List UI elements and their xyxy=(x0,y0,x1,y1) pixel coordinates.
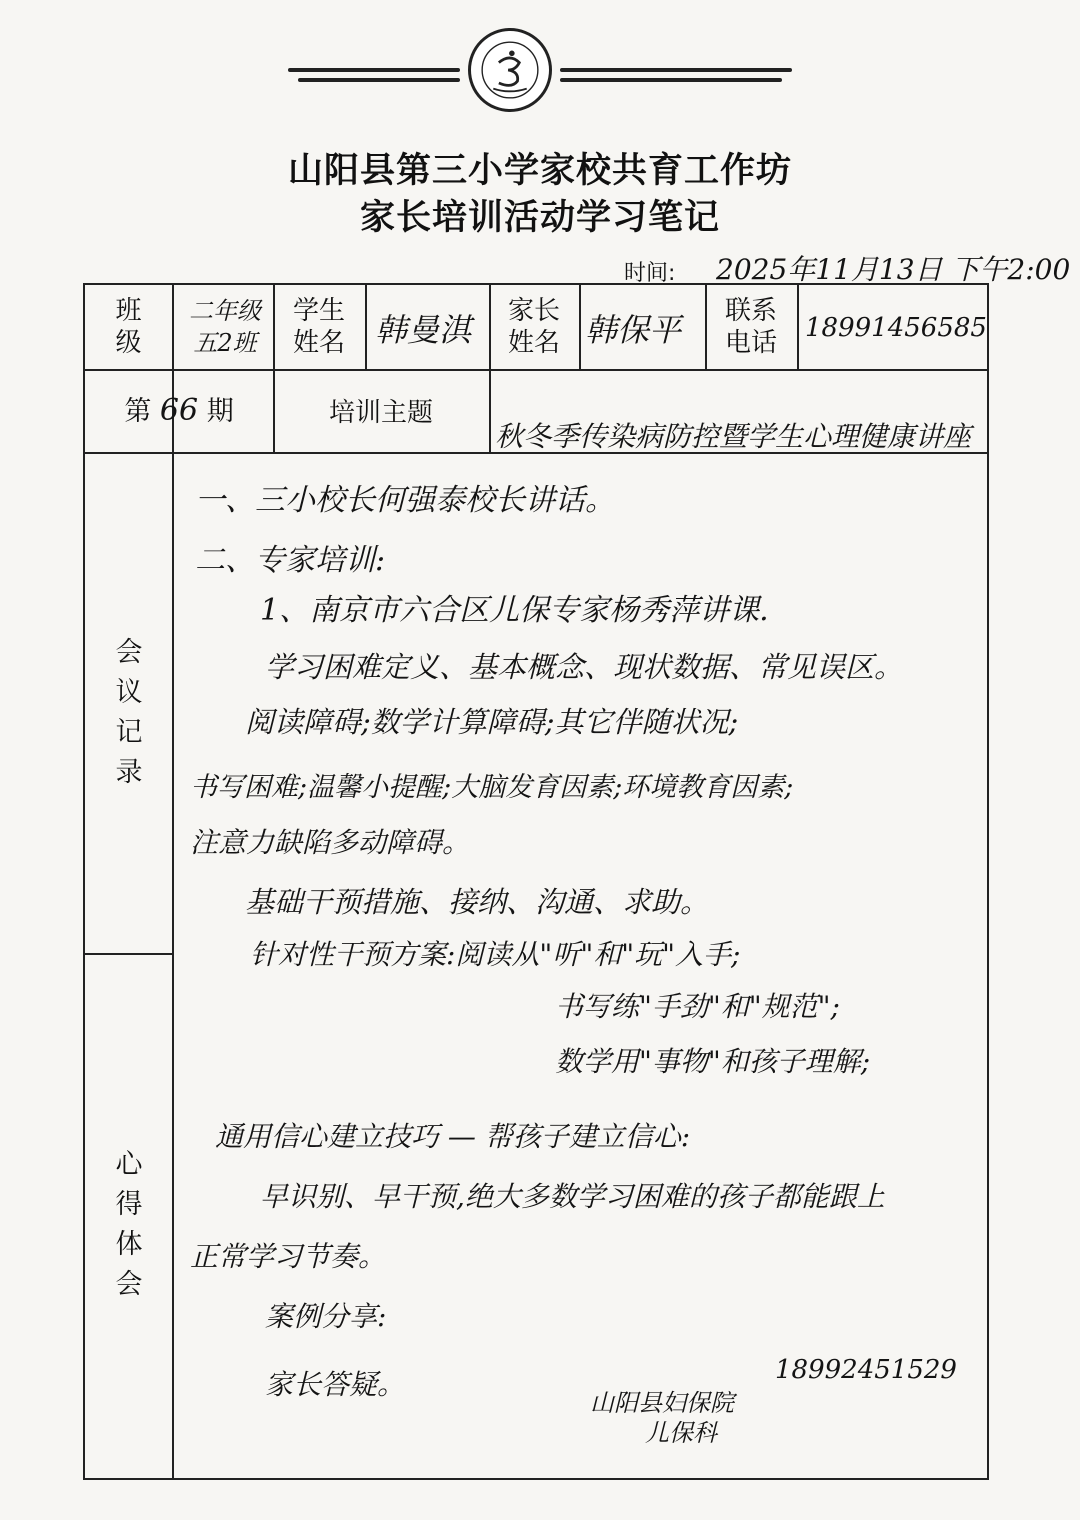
time-value: 2025年11月13日 下午2:00 xyxy=(716,253,1071,286)
insight-line: 正常学习节奏。 xyxy=(190,1240,387,1273)
parent-name-value: 韩保平 xyxy=(585,311,682,349)
record-line: 二、专家培训: xyxy=(195,543,386,578)
parent-name-label: 家长 姓名 xyxy=(507,296,560,358)
insight-line: 早识别、早干预,绝大多数学习困难的孩子都能跟上 xyxy=(260,1180,885,1213)
signature-org: 山阳县妇保院 xyxy=(590,1389,734,1417)
student-name-value: 韩曼淇 xyxy=(375,311,472,349)
issue-number: 第 66 期 xyxy=(124,393,234,428)
record-line: 一、三小校长何强泰校长讲话。 xyxy=(195,483,615,518)
topic-label: 培训主题 xyxy=(328,398,433,428)
record-line: 基础干预措施、接纳、沟通、求助。 xyxy=(245,885,710,919)
record-line: 学习困难定义、基本概念、现状数据、常见误区。 xyxy=(265,650,904,684)
insight-line: 通用信心建立技巧 — 帮孩子建立信心: xyxy=(215,1120,691,1153)
phone-value: 18991456585 xyxy=(805,313,987,343)
topic-value: 秋冬季传染病防控暨学生心理健康讲座 xyxy=(495,420,972,453)
record-line: 数学用"事物"和孩子理解; xyxy=(555,1045,871,1078)
page-title-line-2: 家长培训活动学习笔记 xyxy=(359,198,720,238)
school-logo xyxy=(468,28,552,112)
insight-line: 案例分享: xyxy=(265,1300,387,1333)
signature-dept: 儿保科 xyxy=(645,1419,717,1447)
class-value: 二年级 五2班 xyxy=(189,297,261,357)
record-line: 书写困难;温馨小提醒;大脑发育因素;环境教育因素; xyxy=(190,772,794,803)
page-title-line-1: 山阳县第三小学家校共育工作坊 xyxy=(287,151,792,191)
insight-section-label: 心 得 体 会 xyxy=(115,1149,143,1300)
insight-line: 家长答疑。 xyxy=(265,1368,406,1401)
student-name-label: 学生 姓名 xyxy=(292,296,345,358)
record-section-label: 会 议 记 录 xyxy=(115,637,143,788)
time-label: 时间: xyxy=(624,261,676,286)
class-label: 班 级 xyxy=(115,296,142,358)
record-line: 针对性干预方案:阅读从"听"和"玩"入手; xyxy=(250,938,741,971)
record-line: 阅读障碍;数学计算障碍;其它伴随状况; xyxy=(245,705,739,739)
notes-form-table xyxy=(83,283,989,1480)
record-line: 书写练"手劲"和"规范"; xyxy=(555,990,840,1023)
signature-phone: 18992451529 xyxy=(775,1355,957,1385)
phone-label: 联系 电话 xyxy=(724,296,777,358)
record-line: 1、南京市六合区儿保专家杨秀萍讲课. xyxy=(260,593,769,628)
record-line: 注意力缺陷多动障碍。 xyxy=(190,826,471,859)
